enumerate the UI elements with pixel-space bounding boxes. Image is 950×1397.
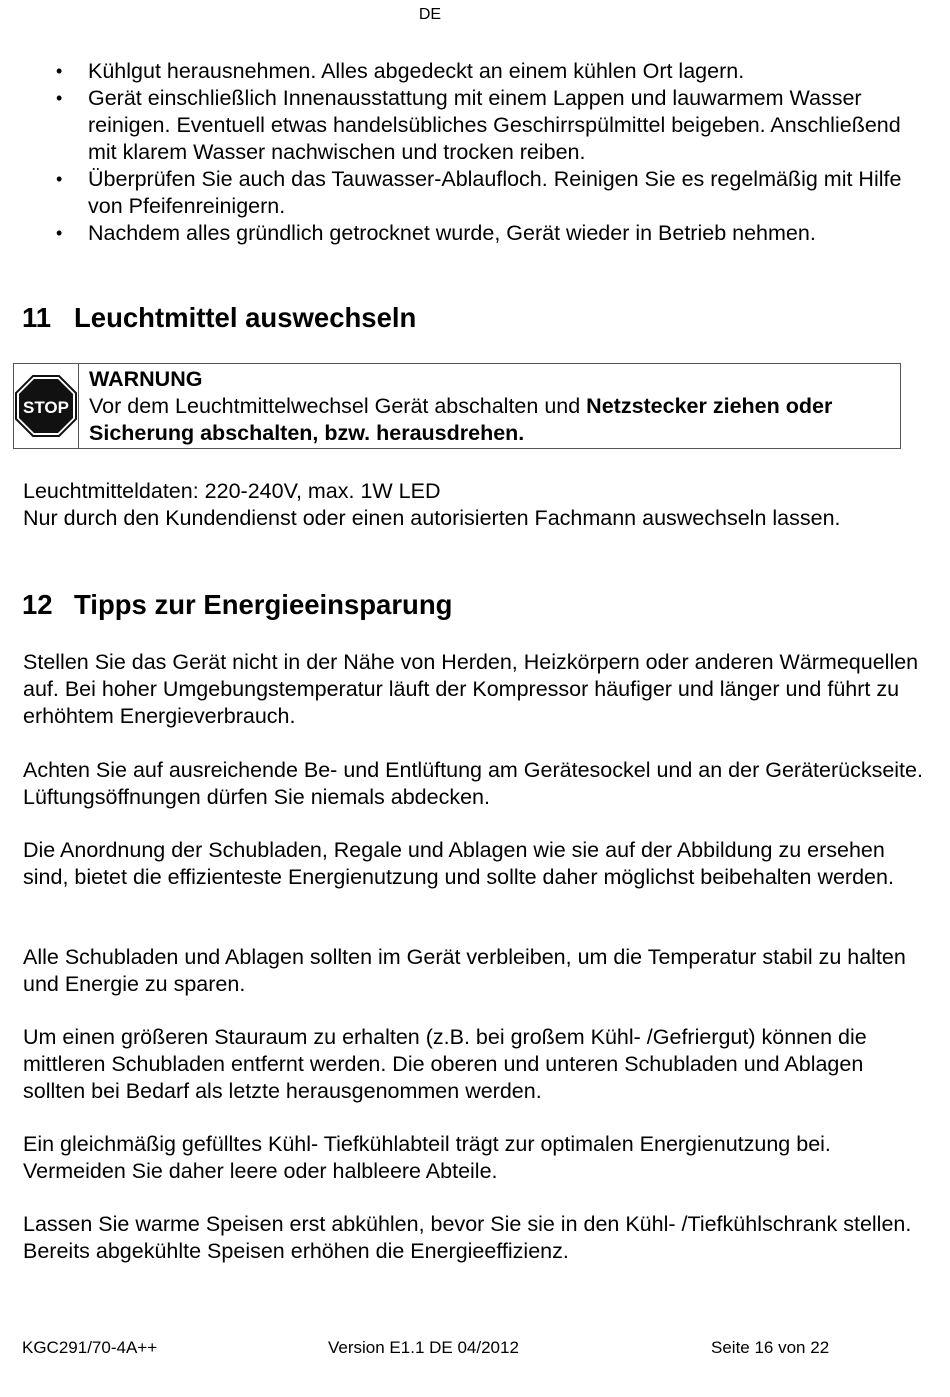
lamp-note: Nur durch den Kundendienst oder einen autorisierten Fachmann auswechseln lassen. (23, 506, 841, 530)
bullet-icon: • (56, 88, 63, 108)
section-number: 11 (22, 302, 52, 333)
energy-tip-paragraph: Lassen Sie warme Speisen erst abkühlen, bevor Sie sie in den Kühl- /Tiefkühlschrank stellen. Bereits abgekühlte Speisen erhöhen die Energieeffizienz. (23, 1212, 912, 1263)
footer-model: KGC291/70-4A++ (22, 1338, 158, 1357)
list-item-text: Kühlgut herausnehmen. Alles abgedeckt an einem kühlen Ort lagern. (88, 59, 745, 83)
footer-page-number: Seite 16 von 22 (711, 1338, 830, 1357)
energy-tip-paragraph: Alle Schubladen und Ablagen sollten im Gerät verbleiben, um die Temperatur stabil zu halten und Energie zu sparen. (23, 945, 906, 996)
bullet-icon: • (56, 169, 63, 189)
energy-tip-paragraph: Um einen größeren Stauraum zu erhalten (z.B. bei großem Kühl- /Gefriergut) können die mittleren Schubladen entfernt werden. Die oberen und unteren Schubladen und Ablagen sollten bei Bedarf als letzte herausgenommen werden. (23, 1025, 867, 1103)
list-item-text: Überprüfen Sie auch das Tauwasser-Ablaufloch. Reinigen Sie es regelmäßig mit Hilfe von Pfeifenreinigern. (88, 167, 902, 218)
energy-tip-paragraph: Stellen Sie das Gerät nicht in der Nähe von Herden, Heizkörpern oder anderen Wärmequellen auf. Bei hoher Umgebungstemperatur läuft der Kompressor häufiger und länger und führt zu erhöhtem Energieverbrauch. (23, 650, 919, 728)
warning-box (13, 363, 901, 449)
warning-text-bold: Netzstecker ziehen oder Sicherung abschalten, bzw. herausdrehen. (89, 394, 833, 445)
header-language: DE (418, 6, 442, 23)
section-11-heading (22, 302, 416, 334)
warning-icon-cell (14, 364, 79, 448)
list-item (52, 85, 932, 166)
list-item (52, 220, 932, 247)
bullet-icon: • (56, 223, 63, 243)
list-item-text: Nachdem alles gründlich getrocknet wurde, Gerät wieder in Betrieb nehmen. (88, 221, 816, 245)
footer-version: Version E1.1 DE 04/2012 (328, 1338, 519, 1357)
section-title: Tipps zur Energieeinsparung (74, 589, 453, 620)
cleaning-steps-list (52, 58, 932, 247)
lamp-data: Leuchtmitteldaten: 220-240V, max. 1W LED (23, 479, 441, 503)
list-item (52, 58, 932, 85)
section-number: 12 (22, 589, 53, 620)
list-item-text: Gerät einschließlich Innenausstattung mit einem Lappen und lauwarmem Wasser reinigen. Eventuell etwas handelsübliches Geschirrspülmittel beigeben. Anschließend mit klarem Wasser nachwischen und trocken reiben. (88, 86, 901, 164)
section-title: Leuchtmittel auswechseln (74, 302, 417, 333)
warning-text: Vor dem Leuchtmittelwechsel Gerät abschalten und (89, 394, 587, 418)
bullet-icon: • (56, 61, 63, 81)
list-item (52, 166, 932, 220)
section-12-heading (22, 589, 452, 621)
energy-tip-paragraph: Achten Sie auf ausreichende Be- und Entlüftung am Gerätesockel und an der Geräterückseite. Lüftungsöffnungen dürfen Sie niemals abdecken. (23, 758, 923, 809)
energy-tip-paragraph: Die Anordnung der Schubladen, Regale und Ablagen wie sie auf der Abbildung zu ersehen sind, bietet die effizienteste Energienutzung und sollte daher möglichst beibehalten werden. (23, 838, 894, 889)
energy-tip-paragraph: Ein gleichmäßig gefülltes Kühl- Tiefkühlabteil trägt zur optimalen Energienutzung bei. Vermeiden Sie daher leere oder halbleere Abteile. (23, 1132, 831, 1183)
stop-sign-text: STOP (23, 398, 69, 417)
warning-text-cell (79, 364, 900, 448)
warning-title: WARNUNG (89, 367, 203, 391)
stop-sign-icon (14, 374, 78, 438)
